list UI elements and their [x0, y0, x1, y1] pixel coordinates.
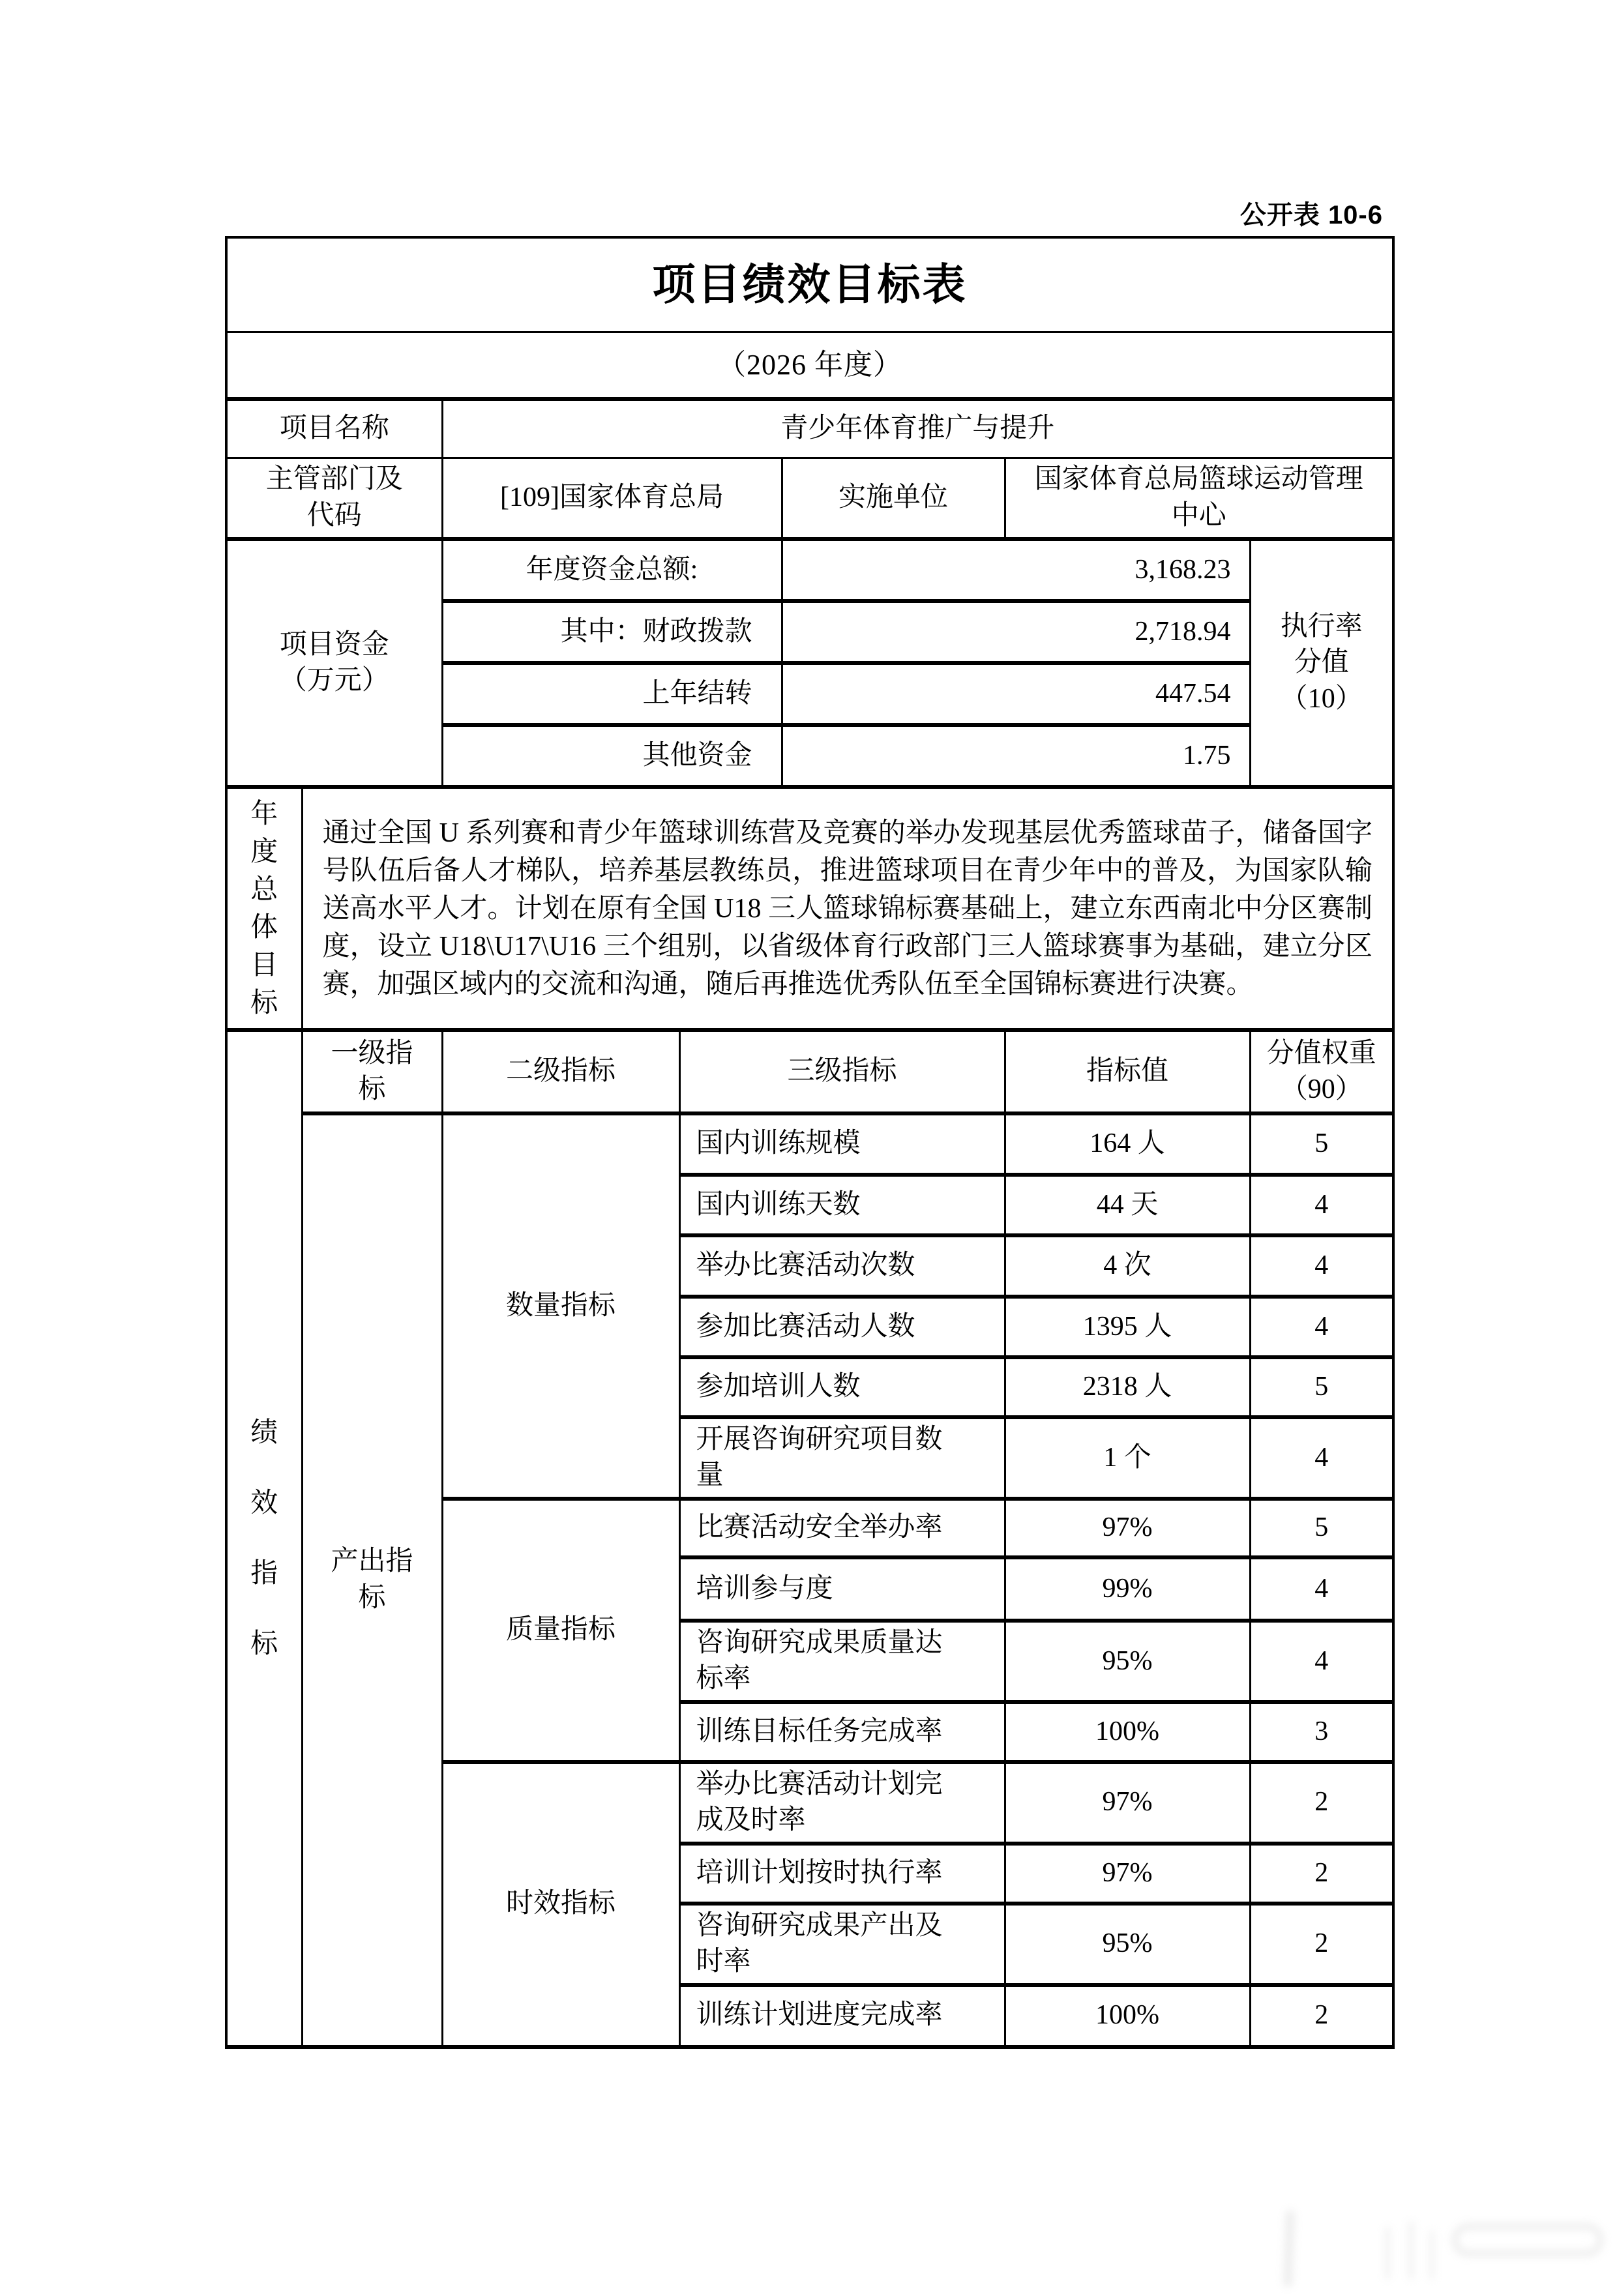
indicator-value: 97% — [1005, 1844, 1250, 1904]
indicator-value: 2318 人 — [1005, 1357, 1250, 1417]
indicator-name: 参加比赛活动人数 — [679, 1297, 1005, 1357]
group-quantity-label: 数量指标 — [442, 1113, 679, 1499]
watermark-stroke — [1283, 2210, 1295, 2287]
indicator-weight: 4 — [1250, 1235, 1393, 1297]
funding-section-label: 项目资金（万元） — [226, 539, 442, 787]
indicator-weight: 2 — [1250, 1762, 1393, 1844]
col-header-level1: 一级指标 — [302, 1030, 442, 1113]
group-quality-label: 质量指标 — [442, 1499, 679, 1762]
dept-label: 主管部门及代码 — [226, 458, 442, 539]
level1-output-label: 产出指标 — [302, 1113, 442, 2047]
watermark-stroke — [1385, 2227, 1390, 2279]
project-name-label: 项目名称 — [226, 399, 442, 458]
annual-goal-label: 年度总体目标 — [226, 787, 302, 1030]
indicator-name: 培训计划按时执行率 — [679, 1844, 1005, 1904]
funding-item-total: 年度资金总额: — [442, 539, 782, 601]
indicator-value: 44 天 — [1005, 1175, 1250, 1235]
performance-target-table — [225, 236, 1395, 2049]
indicator-value: 97% — [1005, 1499, 1250, 1557]
indicator-name: 咨询研究成果产出及时率 — [679, 1904, 1005, 1985]
indicator-value: 4 次 — [1005, 1235, 1250, 1297]
funding-value-total: 3,168.23 — [782, 539, 1250, 601]
indicator-name: 国内训练规模 — [679, 1113, 1005, 1175]
indicator-weight: 5 — [1250, 1357, 1393, 1417]
indicator-name: 比赛活动安全举办率 — [679, 1499, 1005, 1557]
group-timeliness-label: 时效指标 — [442, 1762, 679, 2047]
funding-item-other: 其他资金 — [442, 725, 782, 787]
dept-value: [109]国家体育总局 — [442, 458, 782, 539]
indicator-weight: 4 — [1250, 1297, 1393, 1357]
indicator-value: 100% — [1005, 1702, 1250, 1762]
perf-indicator-side-label: 绩效指标 — [226, 1030, 302, 2047]
indicator-weight: 2 — [1250, 1844, 1393, 1904]
indicator-weight: 5 — [1250, 1499, 1393, 1557]
indicator-weight: 4 — [1250, 1417, 1393, 1499]
indicator-weight: 3 — [1250, 1702, 1393, 1762]
exec-rate-score-label: 执行率分值（10） — [1250, 539, 1393, 787]
funding-value-carryover: 447.54 — [782, 663, 1250, 725]
watermark-stroke — [1408, 2222, 1414, 2279]
indicator-value: 164 人 — [1005, 1113, 1250, 1175]
funding-value-fiscal: 2,718.94 — [782, 601, 1250, 663]
indicator-row — [226, 1113, 1393, 1175]
col-header-value: 指标值 — [1005, 1030, 1250, 1113]
annual-goal-text: 通过全国 U 系列赛和青少年篮球训练营及竞赛的举办发现基层优秀篮球苗子，储备国字号队伍后备人才梯队，培养基层教练员，推进篮球项目在青少年中的普及，为国家队输送高水平人才。计划在原有全国 U18 三人篮球锦标赛基础上，建立东西南北中分区赛制度，设立 U18\U17\U16 三个组别，以省级体育行政部门三人篮球赛事为基础，建立分区赛，加强区域内的交流和沟通，随后再推选优秀队伍至全国锦标赛进行决赛。 — [302, 787, 1393, 1030]
sheet-number-label: 公开表 10-6 — [1239, 201, 1383, 229]
indicator-value: 99% — [1005, 1557, 1250, 1621]
indicator-value: 100% — [1005, 1985, 1250, 2047]
indicator-value: 97% — [1005, 1762, 1250, 1844]
indicator-name: 举办比赛活动计划完成及时率 — [679, 1762, 1005, 1844]
col-header-level2: 二级指标 — [442, 1030, 679, 1113]
col-header-level3: 三级指标 — [679, 1030, 1005, 1113]
indicator-value: 95% — [1005, 1621, 1250, 1702]
indicator-name: 咨询研究成果质量达标率 — [679, 1621, 1005, 1702]
indicator-weight: 4 — [1250, 1621, 1393, 1702]
indicator-name: 开展咨询研究项目数量 — [679, 1417, 1005, 1499]
watermark — [1261, 2205, 1613, 2296]
project-name-value: 青少年体育推广与提升 — [442, 399, 1393, 458]
impl-unit-value: 国家体育总局篮球运动管理中心 — [1005, 458, 1393, 539]
indicator-weight: 2 — [1250, 1904, 1393, 1985]
indicator-weight: 5 — [1250, 1113, 1393, 1175]
impl-unit-label: 实施单位 — [782, 458, 1005, 539]
indicator-name: 国内训练天数 — [679, 1175, 1005, 1235]
indicator-name: 训练计划进度完成率 — [679, 1985, 1005, 2047]
indicator-name: 参加培训人数 — [679, 1357, 1005, 1417]
indicator-name: 培训参与度 — [679, 1557, 1005, 1621]
watermark-stroke — [1429, 2231, 1434, 2279]
indicator-value: 95% — [1005, 1904, 1250, 1985]
funding-item-fiscal: 其中：财政拨款 — [442, 601, 782, 663]
indicator-weight: 4 — [1250, 1175, 1393, 1235]
indicator-weight: 4 — [1250, 1557, 1393, 1621]
indicator-name: 举办比赛活动次数 — [679, 1235, 1005, 1297]
page-title: 项目绩效目标表 — [226, 237, 1393, 332]
indicator-value: 1 个 — [1005, 1417, 1250, 1499]
funding-value-other: 1.75 — [782, 725, 1250, 787]
indicator-name: 训练目标任务完成率 — [679, 1702, 1005, 1762]
funding-item-carryover: 上年结转 — [442, 663, 782, 725]
watermark-pill — [1451, 2223, 1604, 2257]
page-subtitle: （2026 年度） — [226, 332, 1393, 399]
col-header-weight: 分值权重（90） — [1250, 1030, 1393, 1113]
indicator-weight: 2 — [1250, 1985, 1393, 2047]
indicator-value: 1395 人 — [1005, 1297, 1250, 1357]
